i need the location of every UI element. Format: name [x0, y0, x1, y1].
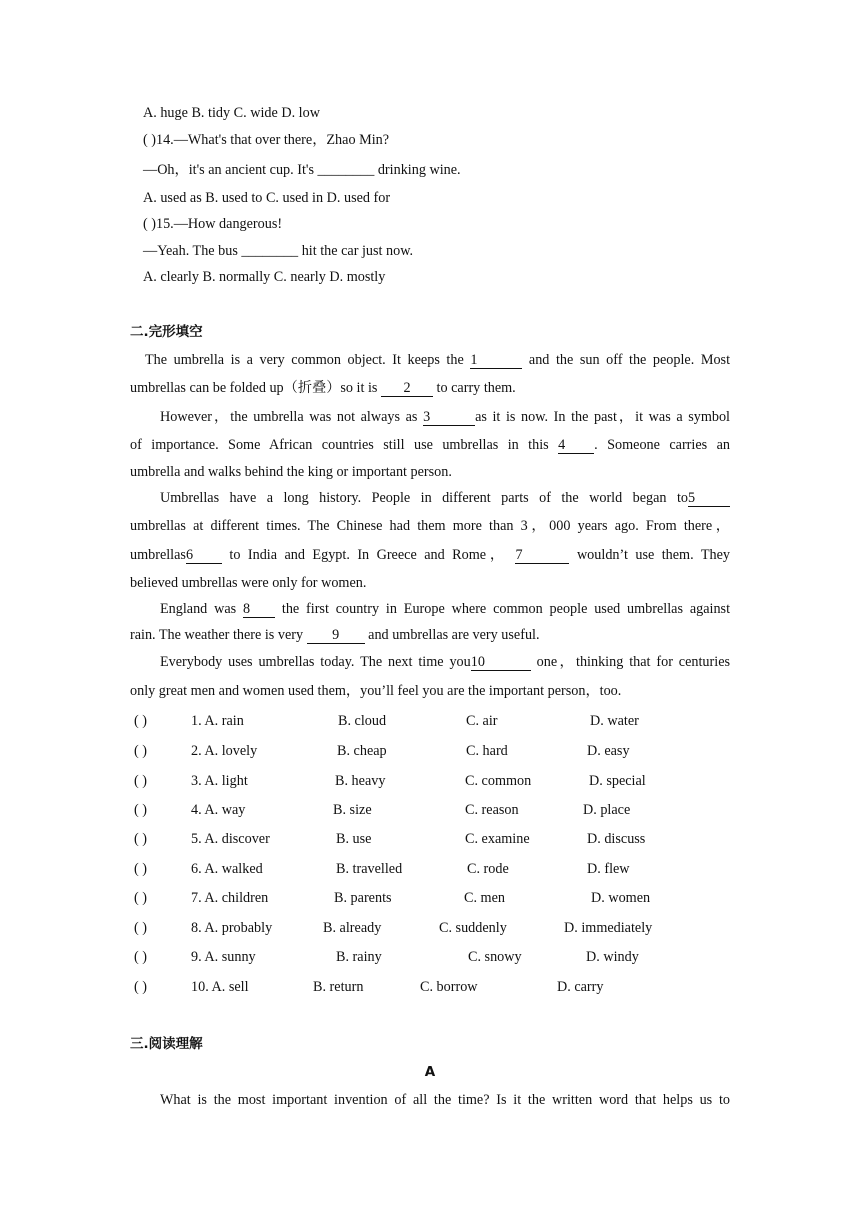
option-a: 7. A. children	[191, 890, 269, 906]
q13-options: A. huge B. tidy C. wide D. low	[143, 105, 320, 121]
paragraph-4-line-2: rain. The weather there is very 9 and umbrellas are very useful.	[130, 627, 540, 643]
q15-question: ( )15.—How dangerous!	[143, 216, 283, 232]
option-b: B. size	[333, 802, 372, 818]
paragraph-3-line-4: believed umbrellas were only for women.	[130, 575, 367, 591]
option-d: D. windy	[586, 949, 639, 965]
paragraph-3-line-3: umbrellas6 to India and Egypt. In Greece and Rome， 7 wouldn’t use them. They	[130, 547, 730, 563]
option-b: B. rainy	[336, 949, 382, 965]
option-c: C. reason	[465, 802, 519, 818]
option-b: B. cheap	[337, 743, 387, 759]
option-c: C. examine	[465, 831, 530, 847]
answer-paren: ( )	[134, 713, 147, 729]
blank-4: 4	[558, 438, 594, 454]
paragraph-3-line-1: Umbrellas have a long history. People in different parts of the world began to5	[160, 489, 730, 507]
option-a: 8. A. probably	[191, 920, 273, 936]
blank-3: 3	[423, 410, 475, 426]
option-c: C. snowy	[468, 949, 522, 965]
option-a: 4. A. way	[191, 802, 246, 818]
option-a: 5. A. discover	[191, 831, 270, 847]
blank-6: 6	[186, 548, 222, 564]
blank-7: 7	[515, 548, 569, 564]
option-c: C. suddenly	[439, 920, 507, 936]
option-d: D. women	[591, 890, 651, 906]
blank-5: 5	[688, 491, 730, 507]
section-title-reading: 三.阅读理解	[130, 1036, 203, 1052]
answer-paren: ( )	[134, 773, 147, 789]
option-c: C. rode	[467, 861, 509, 877]
paragraph-1-line-2: umbrellas can be folded up（折叠）so it is 2 to carry them.	[130, 380, 516, 396]
passage-a-line-1: What is the most important invention of all the time? Is it the written word that helps us to	[160, 1092, 730, 1108]
option-d: D. flew	[587, 861, 630, 877]
option-d: D. carry	[557, 979, 604, 995]
option-b: B. travelled	[336, 861, 403, 877]
option-a: 10. A. sell	[191, 979, 249, 995]
option-c: C. air	[466, 713, 498, 729]
paragraph-2-line-1: However，the umbrella was not always as 3 as it is now. In the past，it was a symbol	[160, 409, 730, 425]
paragraph-2-line-3: umbrella and walks behind the king or important person.	[130, 464, 452, 480]
blank-2: 2	[381, 381, 433, 397]
q14-options: A. used as B. used to C. used in D. used for	[143, 190, 391, 206]
option-c: C. men	[464, 890, 505, 906]
passage-label: A	[424, 1064, 436, 1080]
answer-paren: ( )	[134, 831, 147, 847]
answer-paren: ( )	[134, 920, 147, 936]
paragraph-5-line-1: Everybody uses umbrellas today. The next time you10 one，thinking that for centuries	[160, 654, 731, 670]
paragraph-4-line-1: England was 8 the first country in Europe where common people used umbrellas against	[160, 601, 731, 617]
option-c: C. common	[465, 773, 532, 789]
option-c: C. borrow	[420, 979, 478, 995]
answer-paren: ( )	[134, 890, 147, 906]
option-d: D. place	[583, 802, 631, 818]
option-a: 9. A. sunny	[191, 949, 256, 965]
paragraph-1-line-1: The umbrella is a very common object. It keeps the 1 and the sun off the people. Most	[145, 352, 731, 368]
option-a: 2. A. lovely	[191, 743, 258, 759]
section-title-cloze: 二.完形填空	[130, 324, 203, 340]
option-d: D. easy	[587, 743, 630, 759]
option-d: D. water	[590, 713, 639, 729]
blank-9: 9	[307, 628, 365, 644]
paragraph-2-line-2: of importance. Some African countries still use umbrellas in this 4 . Someone carries an	[130, 437, 731, 453]
blank-8: 8	[243, 602, 275, 618]
blank-1: 1	[470, 353, 522, 369]
answer-paren: ( )	[134, 743, 147, 759]
option-d: D. discuss	[587, 831, 646, 847]
option-b: B. use	[336, 831, 372, 847]
answer-paren: ( )	[134, 979, 147, 995]
option-d: D. special	[589, 773, 646, 789]
q14-question: ( )14.—What's that over there，Zhao Min?	[143, 132, 390, 148]
option-a: 1. A. rain	[191, 713, 244, 729]
paragraph-3-line-2: umbrellas at different times. The Chinese had them more than 3，000 years ago. From there，	[130, 518, 730, 534]
blank-10: 10	[471, 655, 531, 671]
option-b: B. cloud	[338, 713, 387, 729]
answer-paren: ( )	[134, 861, 147, 877]
q15-answer-line: —Yeah. The bus ________ hit the car just now.	[143, 243, 414, 259]
option-b: B. return	[313, 979, 364, 995]
paragraph-5-line-2: only great men and women used them，you’ll feel you are the important person，too.	[130, 683, 622, 699]
option-b: B. heavy	[335, 773, 386, 789]
q14-answer-line: —Oh，it's an ancient cup. It's ________ drinking wine.	[143, 162, 461, 178]
option-a: 6. A. walked	[191, 861, 263, 877]
option-c: C. hard	[466, 743, 508, 759]
answer-paren: ( )	[134, 949, 147, 965]
option-a: 3. A. light	[191, 773, 248, 789]
q15-options: A. clearly B. normally C. nearly D. mostly	[143, 269, 386, 285]
option-b: B. already	[323, 920, 382, 936]
option-b: B. parents	[334, 890, 392, 906]
option-d: D. immediately	[564, 920, 653, 936]
answer-paren: ( )	[134, 802, 147, 818]
